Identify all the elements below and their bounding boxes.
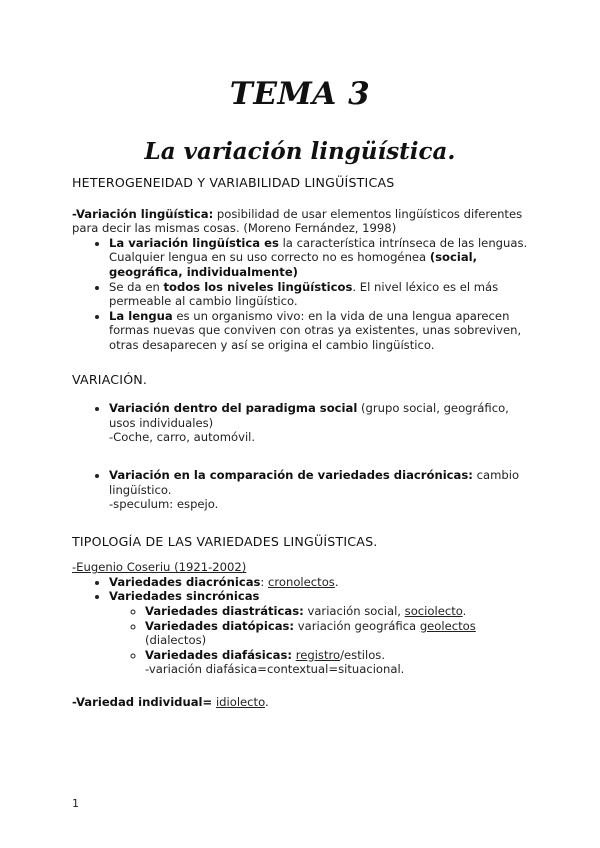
link-geolectos[interactable]: geolectos xyxy=(419,618,476,633)
section-heading-tipologia: TIPOLOGÍA DE LAS VARIEDADES LINGÜÍSTICAS. xyxy=(72,533,378,549)
definition-variacion xyxy=(72,207,532,236)
author-reference: -Eugenio Coseriu (1921-2002) xyxy=(72,560,247,575)
example-text: -Coche, carro, automóvil. xyxy=(109,430,256,445)
list-item: • Variación en la comparación de variedades diacrónicas: cambio lingüístico. -speculum: espejo. xyxy=(109,468,532,512)
definition-label: -Variación lingüística: xyxy=(72,206,214,221)
sub-list-sincronicas xyxy=(109,604,532,677)
variedad-individual: -Variedad individual= idiolecto. xyxy=(72,695,269,710)
link-cronolectos[interactable]: cronolectos xyxy=(268,574,335,589)
definition-text: posibilidad de usar elementos lingüísticos diferentes para decir las mismas cosas. (Moreno Fernández, 1998) xyxy=(72,206,523,236)
sub-list-item: ◦ Variedades diafásicas: registro/estilos. -variación diafásica=contextual=situacional. xyxy=(145,648,532,677)
list-item: • La lengua es un organismo vivo: en la vida de una lengua aparecen formas nuevas que conviven con otras ya existentes, unas sobreviven, otras desaparecen y así se origina el cambio lingüístico. xyxy=(109,309,532,353)
link-sociolecto[interactable]: sociolecto xyxy=(404,604,463,619)
bullet-list-diacronicas xyxy=(72,468,532,512)
sub-list-item: ◦ Variedades diatópicas: variación geográfica geolectos (dialectos) xyxy=(145,619,532,648)
example-text: -speculum: espejo. xyxy=(109,497,219,512)
list-item: • Variedades diacrónicas: cronolectos. xyxy=(109,575,532,590)
list-item: • Se da en todos los niveles lingüísticos. El nivel léxico es el más permeable al cambio lingüístico. xyxy=(109,280,532,309)
section-heading-variacion: VARIACIÓN. xyxy=(72,371,148,387)
bullet-list-variedades xyxy=(72,575,532,677)
document-body xyxy=(72,176,532,710)
page-title: TEMA 3 xyxy=(229,76,371,112)
list-item: • Variedades sincrónicas ◦ Variedades diastráticas: variación social, sociolecto. ◦ Variedades diatópicas: variación geográfica geolectos (dialectos) ◦ Variedades diafásicas: registro/estilos. -variación diafásica=contextual=situacional. xyxy=(109,589,532,677)
section-heading-heterogeneidad: HETEROGENEIDAD Y VARIABILIDAD LINGÜÍSTICAS xyxy=(72,175,395,190)
note-text: -variación diafásica=contextual=situacional. xyxy=(145,662,405,677)
page-subtitle: La variación lingüística. xyxy=(144,138,456,165)
bullet-list-variacion xyxy=(72,236,532,353)
link-registro[interactable]: registro xyxy=(295,647,341,662)
list-item: • La variación lingüística es la característica intrínseca de las lenguas. Cualquier lengua en su uso correcto no es homogénea (social, geográfica, individualmente) xyxy=(109,236,532,280)
link-idiolecto[interactable]: idiolecto xyxy=(215,695,265,710)
list-item: • Variación dentro del paradigma social (grupo social, geográfico, usos individuales) -Coche, carro, automóvil. xyxy=(109,401,532,445)
page-number: 1 xyxy=(72,797,79,810)
bullet-list-paradigma xyxy=(72,401,532,445)
sub-list-item: ◦ Variedades diastráticas: variación social, sociolecto. xyxy=(145,604,532,619)
